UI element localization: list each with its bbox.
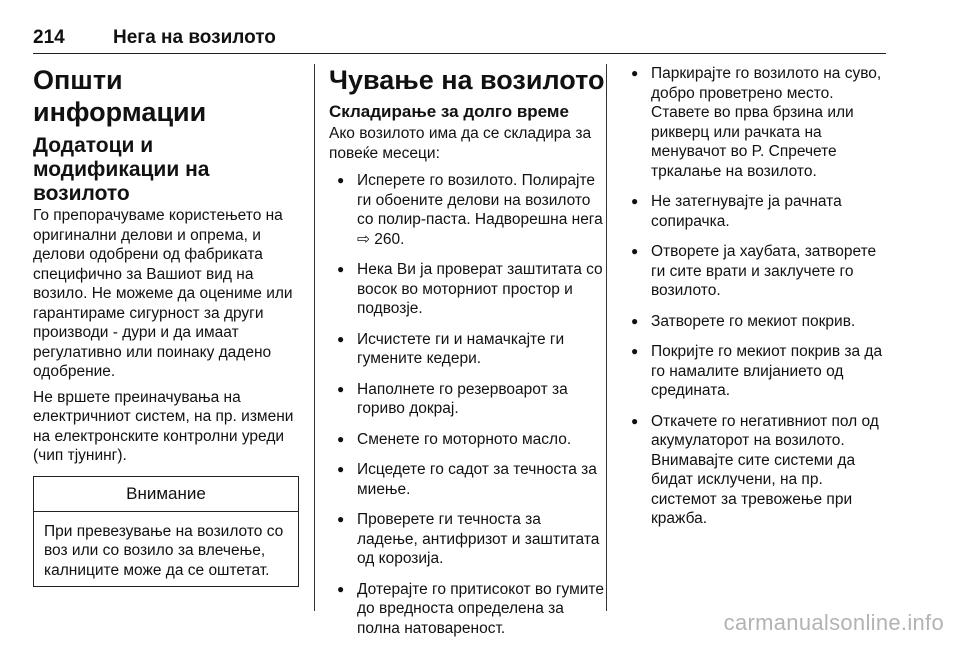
list-item: ● Сменете го моторното масло. <box>329 430 605 450</box>
notice-body: При превезување на возилото со воз или со возило за влечење, калниците може да се оштетат. <box>44 522 284 579</box>
list-item: ● Откачете го негативниот пол од акумулаторот на возилото. Внимавајте сите системи да бидат исклучени, на пр. системот за тревожење при кражба. <box>623 412 889 529</box>
notice-box <box>33 476 299 588</box>
list-item: ● Паркирајте го возилото на суво, добро проветрено место. Ставете во прва брзина или рикверц или рачката на менувачот во P. Спречете тркалање на возилото. <box>623 64 889 181</box>
column-divider <box>314 64 315 611</box>
list-item: ● Исчистете ги и намачкајте ги гумените кедери. <box>329 330 605 369</box>
list-item: ● Покријте го мекиот покрив за да го намалите влијанието од средината. <box>623 342 889 401</box>
list-item: ● Нека Ви ја проверат заштитата со восок во моторниот простор и подвозје. <box>329 260 605 319</box>
paragraph: Не вршете преиначувања на електричниот систем, на пр. измени на електронските контролни уреди (чип тјунинг). <box>33 388 294 464</box>
list-item: ● Дотерајте го притисокот во гумите до вредноста определена за полна натовареност. <box>329 580 605 639</box>
subheading: Складирање за долго време <box>329 102 569 121</box>
list-item: ● Исцедете го садот за течноста за миење. <box>329 460 605 499</box>
bullet-list <box>623 64 889 529</box>
chapter-title: Општи информации <box>33 65 207 127</box>
column-divider <box>606 64 607 611</box>
paragraph: Го препорачуваме користењето на оригинални делови и опрема, и делови одобрени од фабриката специфично за Вашиот вид на возило. Не можеме да оцениме или гарантираме сигурност за други производи - дури и да имаат регулативно или поинаку дадено одобрение. <box>33 207 293 380</box>
list-item: ● Отворете ја хаубата, затворете ги сите врати и заклучете го возилото. <box>623 242 889 301</box>
column-middle <box>329 64 605 649</box>
list-item: ● Не затегнувајте ја рачната сопирачка. <box>623 192 889 231</box>
watermark: carmanualsonline.info <box>723 610 944 635</box>
page-number: 214 <box>33 27 65 48</box>
section-title: Чување на возилото <box>329 65 605 95</box>
page-header <box>33 27 886 54</box>
running-title: Нега на возилото <box>113 27 276 48</box>
notice-title: Внимание <box>34 477 298 512</box>
column-right <box>623 64 889 540</box>
column-left <box>33 64 299 587</box>
list-item: ● Наполнете го резервоарот за гориво докрај. <box>329 380 605 419</box>
list-item: ● Затворете го мекиот покрив. <box>623 312 889 332</box>
bullet-list <box>329 171 605 638</box>
section-heading: Додатоци и модификации на возилото <box>33 134 210 205</box>
list-item: ● Исперете го возилото. Полирајте ги обоените делови на возилото со полир-паста. Надворешна нега ⇨ 260. <box>329 171 605 249</box>
list-item: ● Проверете ги течноста за ладење, антифризот и заштитата од корозија. <box>329 510 605 569</box>
intro-text: Ако возилото има да се складира за повеќе месеци: <box>329 125 592 162</box>
